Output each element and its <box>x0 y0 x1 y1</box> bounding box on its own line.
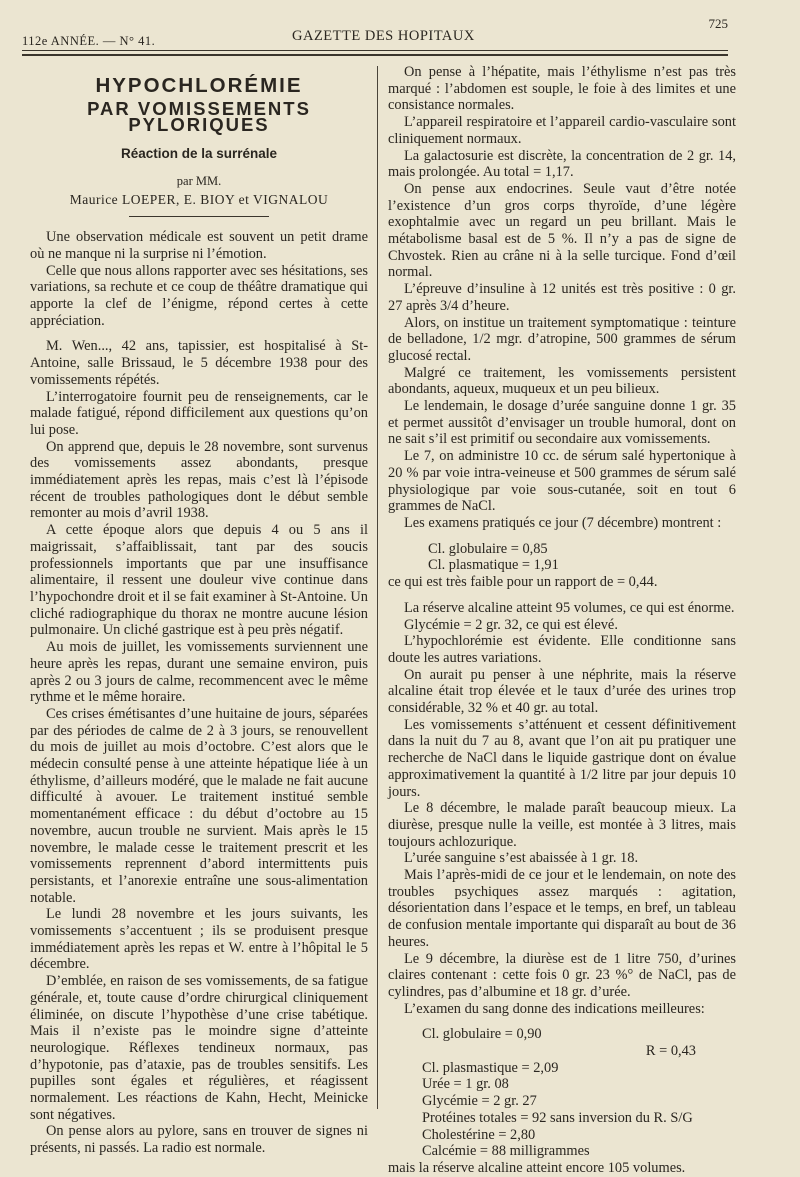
paragraph: Le 9 décembre, la diurèse est de 1 litre 750, d’urines claires contenant : cette fois 0 gr. 23 %° de NaCl, pas de cylindres, pas d’albumine et 18 gr. d’urée. <box>388 950 736 1000</box>
lab-value: Protéines totales = 92 sans inversion du R. S/G <box>422 1109 693 1126</box>
paragraph: Le lendemain, le dosage d’urée sanguine donne 1 gr. 35 et permet aussitôt d’envisager un trouble humoral, dont on ne sait s’il est primitif ou secondaire aux vomissements. <box>388 398 736 448</box>
paragraph: Glycémie = 2 gr. 32, ce qui est élevé. <box>404 616 618 633</box>
paragraph: Le lundi 28 novembre et les jours suivants, les vomissements s’accentuent ; ils se produisent presque immédiatement après les repas et W. entre à l’hôpital le 5 décembre. <box>30 906 368 973</box>
article-subtitle: Réaction de la surrénale <box>120 146 278 162</box>
journal-title: GAZETTE DES HOPITAUX <box>292 28 475 44</box>
paragraph: Le 7, on administre 10 cc. de sérum salé hypertonique à 20 % par voie intra-veineuse et 500 grammes de sérum salé physiologique par voie sous-cutanée, soit en tout 6 grammes de NaCl. <box>388 448 736 515</box>
header-rule <box>22 50 728 51</box>
right-column <box>388 64 736 1176</box>
paragraph: On pense à l’hépatite, mais l’éthylisme n’est pas très marqué : l’abdomen est souple, le foie à des limites et une consistance normales. <box>388 64 736 114</box>
paragraph: Le 8 décembre, le malade paraît beaucoup mieux. La diurèse, presque nulle la veille, est montée à 3 litres, mais toujours achlozurique. <box>388 800 736 850</box>
paragraph: On apprend que, depuis le 28 novembre, sont survenus des vomissements assez abondants, presque immédiatement après les repas, mais c’est là l’épisode récent de troubles pathologiques dont le début semble remonter au mois d’avril 1938. <box>30 438 368 522</box>
page-header <box>22 14 728 58</box>
paragraph: A cette époque alors que depuis 4 ou 5 ans il maigrissait, s’affaiblissait, tant par des soucis professionnels importants que par une insuffisance alimentaire, il ressent une douleur vive continue dans l’hypochondre droit et il se fait examiner à St-Antoine. Un cliché radiographique du thorax ne montre aucune lésion pulmonaire. Un cliché gastrique est à peu près négatif. <box>30 522 368 639</box>
paragraph: Malgré ce traitement, les vomissements persistent abondants, aqueux, muqueux et un peu bilieux. <box>388 364 736 398</box>
paragraph: Une observation médicale est souvent un petit drame où ne manque ni la surprise ni l’émotion. <box>30 229 368 262</box>
paragraph: La galactosurie est discrète, la concentration de 2 gr. 14, mais prolongée. Au total = 1,17. <box>388 147 736 181</box>
lab-value: Cl. plasmastique = 2,09 <box>422 1059 559 1076</box>
lab-ratio: R = 0,43 <box>645 1043 696 1060</box>
final-line: mais la réserve alcaline atteint encore 105 volumes. <box>388 1160 686 1176</box>
paragraph: On pense alors au pylore, sans en trouver de signes ni présents, ni passés. La radio est normale. <box>30 1123 368 1157</box>
paragraph: L’appareil respiratoire et l’appareil cardio-vasculaire sont cliniquement normaux. <box>388 114 736 147</box>
lab-value: Calcémie = 88 milligrammes <box>422 1143 590 1160</box>
column-divider <box>377 66 378 1109</box>
paragraph: Au mois de juillet, les vomissements surviennent une heure après les repas, durant une semaine environ, puis après 2 ou 3 jours de calme, recommencent avec le même rythme et le même horaire. <box>30 639 368 706</box>
paragraph: Les vomissements s’atténuent et cessent définitivement dans la nuit du 7 au 8, avant que l’on ait pu pratiquer une recherche de NaCl dans le liquide gastrique dont on évalue approximativement la quantité à 1/2 litre par jour depuis 10 jours. <box>388 716 736 800</box>
page-number: 725 <box>708 16 728 31</box>
left-column <box>30 64 368 1157</box>
lab-value: Glycémie = 2 gr. 27 <box>422 1093 537 1110</box>
paragraph: L’interrogatoire fournit peu de renseignements, car le malade fatigué, répond difficilement aux questions qu’on lui pose. <box>30 388 368 438</box>
header-rule-thick <box>22 54 728 56</box>
lab-conclusion: ce qui est très faible pour un rapport de = 0,44. <box>388 574 658 591</box>
paragraph: La réserve alcaline atteint 95 volumes, ce qui est énorme. <box>404 599 735 616</box>
paragraph: L’épreuve d’insuline à 12 unités est très positive : 0 gr. 27 après 3/4 d’heure. <box>388 281 736 314</box>
lab-value: Cholestérine = 2,80 <box>422 1126 536 1143</box>
paragraph: Ces crises émétisantes d’une huitaine de jours, séparées par des périodes de calme de 2 à 3 jours, se renouvellent du mois de juillet au mois d’octobre. C’est alors que le médecin consulté pense à une atteinte hépatique liée à un éthylisme, d’ailleurs modéré, que le malade ne fait aucune difficulté à avouer. Le traitement institué semble momentanément efficace : du début d’octobre au 15 novembre, aucun trouble ne survient. Mais après le 15 novembre, le malade cesse le traitement prescrit et les vomissements reprennent d’abord intermittents puis persistants, et l’anorexie entraîne une sous-alimentation notable. <box>30 705 368 906</box>
paragraph: L’examen du sang donne des indications meilleures: <box>404 1000 705 1017</box>
article-title-line2: PAR VOMISSEMENTS PYLORIQUES <box>87 97 311 136</box>
paragraph: M. Wen..., 42 ans, tapissier, est hospitalisé à St-Antoine, salle Brissaud, le 5 décembre 1938 pour des vomissements répétés. <box>30 338 368 388</box>
paragraph: Celle que nous allons rapporter avec ses hésitations, ses variations, sa rechute et ce coup de théâtre dramatique qui apporte la clef de l’énigme, répond certes à cette appréciation. <box>30 262 368 329</box>
paragraph: D’emblée, en raison de ses vomissements, de sa fatigue générale, et, toute cause d’ordre chirurgical cliniquement éliminée, on discute l’hypothèse d’une crise tabétique. Mais il n’existe pas le moindre signe d’atteinte neurologique. Réflexes tendineux normaux, pas d’hypotonie, pas d’ataxie, pas de troubles sensitifs. Les pupilles sont égales et régulières, et réagissent normalement. Les réactions de Kahn, Hecht, Meinicke sont négatives. <box>30 973 368 1123</box>
article-title: HYPOCHLORÉMIE <box>95 74 303 97</box>
lab-value: Cl. plasmatique = 1,91 <box>428 557 559 574</box>
paragraph: On pense aux endocrines. Seule vaut d’être notée l’existence d’un gros corps thyroïde, d’une légère exophtalmie avec un regard un peu brillant. Mais le métabolisme basal est de 5 %. Il n’y a pas de signe de Chvostek. Rien au crâne ni à la selle turcique. Fond d’œil normal. <box>388 180 736 281</box>
lab-value: Cl. globulaire = 0,90 <box>422 1026 542 1043</box>
issue-label: 112e ANNÉE. — N° 41. <box>22 34 156 48</box>
authors: Maurice LOEPER, E. BIOY et VIGNALOU <box>69 191 329 207</box>
paragraph: L’hypochlorémie est évidente. Elle conditionne sans doute les autres variations. <box>388 633 736 666</box>
paragraph: Alors, on institue un traitement symptomatique : teinture de belladone, 1/2 mgr. d’atropine, 500 grammes de sérum glucosé rectal. <box>388 314 736 364</box>
lab-value: Cl. globulaire = 0,85 <box>428 540 548 557</box>
byline-prefix: par MM. <box>176 173 222 188</box>
lab-value: Urée = 1 gr. 08 <box>422 1076 509 1093</box>
paragraph: L’urée sanguine s’est abaissée à 1 gr. 18. <box>404 850 639 867</box>
paragraph: Les examens pratiqués ce jour (7 décembre) montrent : <box>404 514 722 531</box>
title-separator <box>129 216 269 217</box>
paragraph: On aurait pu penser à une néphrite, mais la réserve alcaline était trop élevée et le taux d’urée des urines trop considérable, 32 % et 40 gr. au total. <box>388 666 736 717</box>
paragraph: Mais l’après-midi de ce jour et le lendemain, on note des troubles psychiques assez marqués : agitation, désorientation dans l’espace et le temps, en bref, un tableau de confusion mentale importante qui disparaît au bout de 36 heures. <box>388 867 736 950</box>
